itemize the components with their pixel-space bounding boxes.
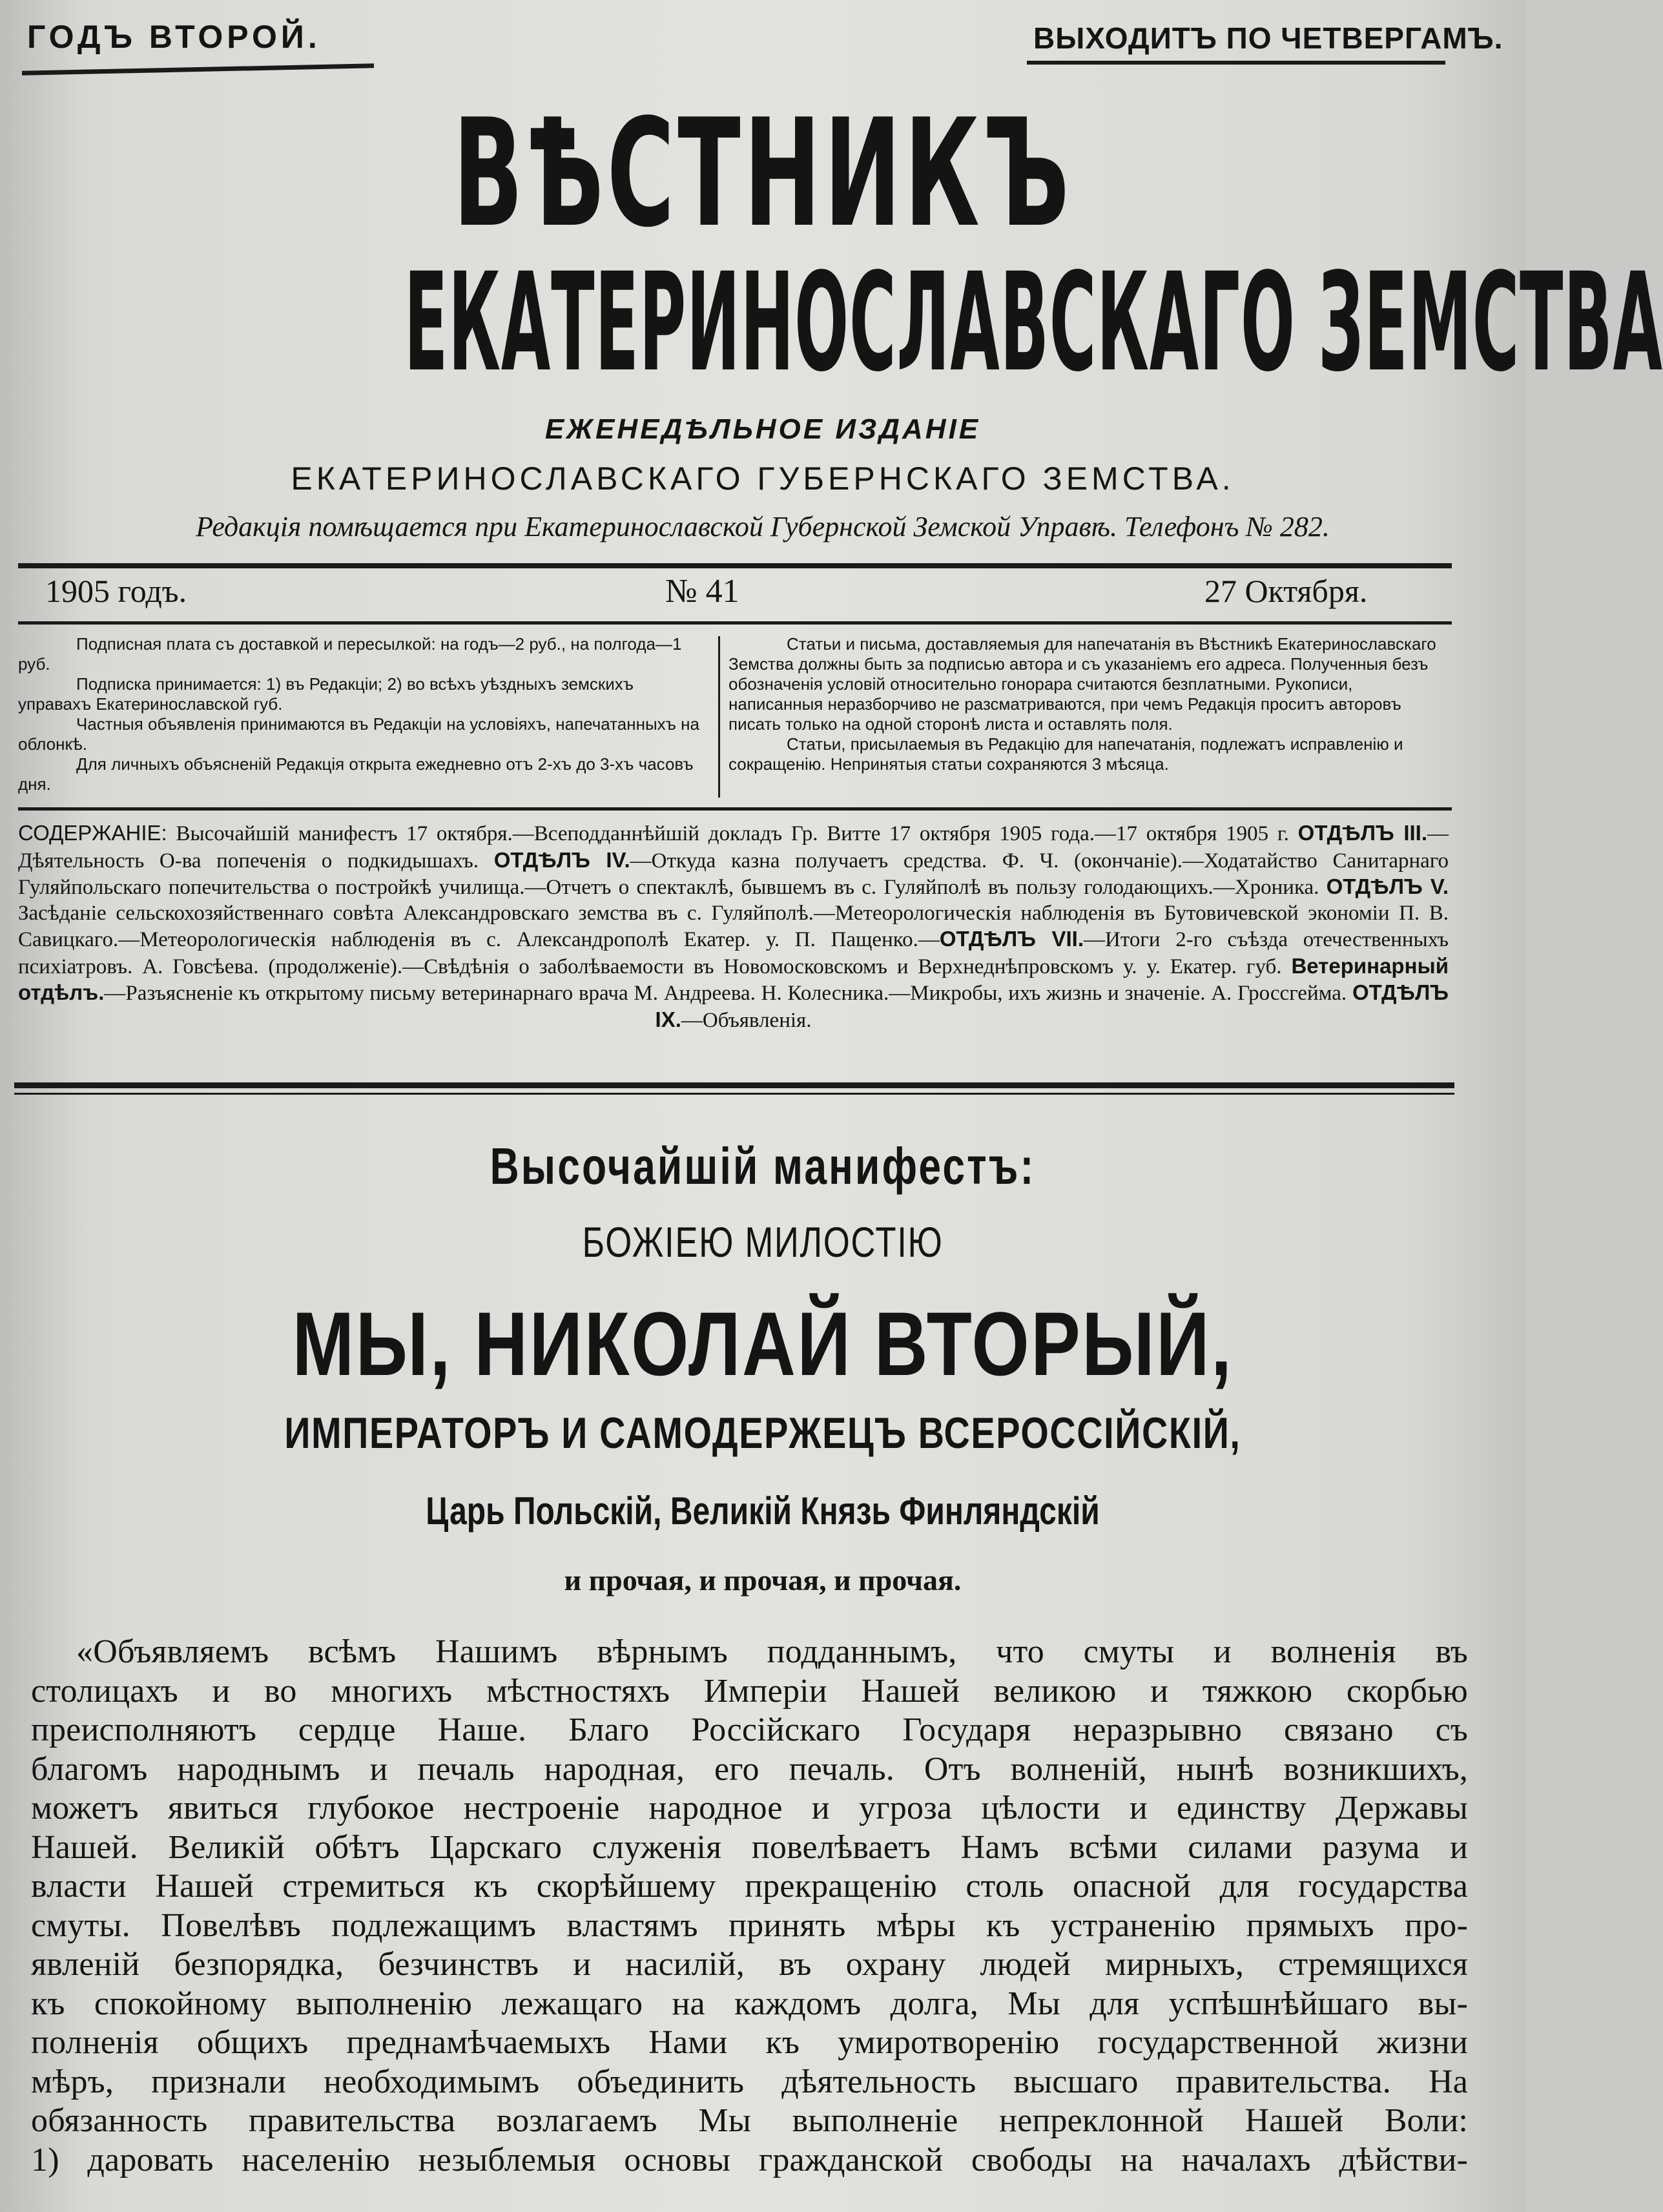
manifesto-line: полненія общихъ преднамѣчаемыхъ Нами къ умиротворенію государственной жизни <box>31 2024 1468 2061</box>
issue-year: 1905 годъ. <box>45 573 187 609</box>
info-right-paragraph: Статьи и письма, доставляемыя для напечатанія въ Вѣстникѣ Екатеринославскаго Земства должны быть за подписью автора и съ указаніемъ его адреса. Полученныя безъ обозначенія условій относительно гонорара считаются безплатными. Рукописи, написанныя неразборчиво не разсматриваются, при чемъ Редакція проситъ авторовъ писать только на одной сторонѣ листа и оставлять поля. <box>728 634 1436 734</box>
info-left-paragraph: Подписка принимается: 1) въ Редакціи; 2) во всѣхъ уѣздныхъ земскихъ управахъ Екатеринославской губ. <box>18 674 634 714</box>
issue-date: 27 Октября. <box>1204 573 1368 609</box>
issue-rule-top <box>18 563 1452 568</box>
contents-text: —Разъясненіе къ открытому письму ветеринарнаго врача М. Андреева. Н. Колесника.—Микробы, ихъ жизнь и значеніе. А. Гроссгейма. <box>104 982 1347 1005</box>
contents-text: Засѣданіе сельскохозяйственнаго совѣта Александровскаго земства въ с. Гуляйполѣ.—Метеорологическія наблюденія въ Бутовичевской экономіи П. В. Савицкаго.—Метеорологическія наблюденія въ с. Александрополѣ Екатер. у. П. Пащенко.— <box>18 901 1449 951</box>
contents-text: Высочайшій манифестъ 17 октября.—Всеподданнѣйшій докладъ Гр. Витте 17 октября 1905 года.—17 октября 1905 г. <box>176 822 1289 845</box>
info-left-paragraph: Подписная плата съ доставкой и пересылкой: на годъ—2 руб., на полгода—1 руб. <box>18 634 682 674</box>
year-label-underline <box>22 63 374 75</box>
issue-rule-bottom <box>18 621 1452 625</box>
contents-text: —Итоги 2-го съѣзда отечественныхъ психіатровъ. А. Говсѣева. (продолженіе).—Свѣдѣнія о заболѣваемости въ Новомосковскомъ и Верхнеднѣпровскомъ у. у. Екатер. губ. <box>18 928 1449 978</box>
manifesto-line: преисполняютъ сердце Наше. Благо Россійскаго Государя неразрывно связано съ <box>31 1711 1468 1748</box>
manifesto-emperor: ИМПЕРАТОРЪ И САМОДЕРЖЕЦЪ ВСЕРОССІЙСКІЙ, <box>284 1409 1241 1458</box>
manifesto-line: благомъ народнымъ и печаль народная, его печаль. Отъ волненій, нынѣ возникшихъ, <box>31 1750 1468 1788</box>
contents-section: ОТДѢЛЪ III. <box>1297 821 1428 845</box>
editorial-address: Редакція помѣщается при Екатеринославской Губернской Земской Управѣ. Телефонъ № 282. <box>196 511 1330 543</box>
contents-section: ОТДѢЛЪ V. <box>1326 874 1449 898</box>
manifesto-name: МЫ, НИКОЛАЙ ВТОРЫЙ, <box>292 1293 1234 1394</box>
masthead-subtitle: ЕЖЕНЕДѢЛЬНОЕ ИЗДАНІЕ <box>544 413 981 445</box>
contents-section: ОТДѢЛЪ IX. <box>655 980 1449 1031</box>
subscription-info <box>18 634 709 794</box>
info-rule-bottom <box>18 807 1452 811</box>
info-left-paragraph: Для личныхъ объясненій Редакція открыта ежедневно отъ 2-хъ до 3-хъ часовъ дня. <box>18 754 694 794</box>
contents-label: СОДЕРЖАНІЕ: <box>18 821 167 845</box>
manifesto-body <box>31 1633 1468 2180</box>
contents-text: —Откуда казна получаетъ средства. Ф. Ч. (окончаніе).—Ходатайство Санитарнаго Гуляйпольскаго попечительства о постройкѣ училища.—Отчетъ о спектаклѣ, бывшемъ въ с. Гуляйполѣ въ пользу голодающихъ.—Хроника. <box>18 849 1449 899</box>
contents-section: ОТДѢЛЪ VII. <box>939 927 1084 951</box>
contents-text: —Объявленія. <box>681 1008 812 1032</box>
contents-section: ОТДѢЛЪ IV. <box>493 847 630 872</box>
info-left-paragraph: Частныя объявленія принимаются въ Редакціи на условіяхъ, напечатанныхъ на облонкѣ. <box>18 714 699 754</box>
manifesto-line: мѣръ, признали необходимымъ объединить дѣятельность высшаго правительства. На <box>31 2063 1468 2100</box>
manifesto-line: къ спокойному выполненію лежащаго на каждомъ долга, Мы для успѣшнѣйшаго вы- <box>31 1985 1468 2022</box>
year-label: ГОДЪ ВТОРОЙ. <box>27 19 321 55</box>
masthead-title-line1: ВѢСТНИКЪ <box>453 88 1073 260</box>
contents-text: —Дѣятельность О-ва попеченія о подкидышахъ. <box>18 822 1449 873</box>
contents-rule-1 <box>14 1082 1454 1088</box>
contents-rule-2 <box>14 1093 1454 1095</box>
issue-number: № 41 <box>665 573 739 610</box>
info-column-divider <box>718 636 720 798</box>
manifesto-line: столицахъ и во многихъ мѣстностяхъ Имперіи Нашей великою и тяжкою скорбью <box>31 1672 1468 1710</box>
table-of-contents <box>18 820 1449 1033</box>
editorial-info <box>728 634 1449 774</box>
manifesto-line: явленій безпорядка, безчинствъ и насилій, въ охрану людей мирныхъ, стремящихся <box>31 1946 1468 1983</box>
manifesto-line: можетъ явиться глубокое нестроеніе народное и угроза цѣлости и единству Державы <box>31 1790 1468 1826</box>
masthead-publisher: ЕКАТЕРИНОСЛАВСКАГО ГУБЕРНСКАГО ЗЕМСТВА. <box>291 460 1235 497</box>
manifesto-line: Нашей. Великій обѣтъ Царскаго служенія повелѣваетъ Намъ всѣми силами разума и <box>31 1828 1468 1866</box>
manifesto-line: «Объявляемъ всѣмъ Нашимъ вѣрнымъ подданнымъ, что смуты и волненія въ <box>76 1633 1468 1670</box>
manifesto-tsar: Царь Польскій, Великій Князь Финляндскій <box>426 1489 1100 1533</box>
contents-section: Ветеринарный отдѣлъ. <box>18 953 1449 1004</box>
manifesto-grace: БОЖІЕЮ МИЛОСТІЮ <box>582 1218 944 1266</box>
manifesto-line: 1) даровать населенію незыблемыя основы гражданской свободы на началахъ дѣйстви- <box>31 2141 1468 2178</box>
manifesto-heading: Высочайшій манифестъ: <box>490 1137 1036 1195</box>
manifesto-line: власти Нашей стремиться къ скорѣйшему прекращенію столь опасной для государства <box>31 1868 1468 1905</box>
masthead-title-line2: ЕКАТЕРИНОСЛАВСКАГО ЗЕМСТВА <box>404 243 1663 402</box>
schedule-underline <box>1027 61 1445 65</box>
info-right-paragraph: Статьи, присылаемыя въ Редакцію для напечатанія, подлежатъ исправленію и сокращенію. Непринятыя статьи сохраняются 3 мѣсяца. <box>728 734 1403 774</box>
manifesto-line: смуты. Повелѣвъ подлежащимъ властямъ принять мѣры къ устраненію прямыхъ про- <box>31 1907 1468 1944</box>
manifesto-line: обязанность правительства возлагаемъ Мы выполненіе непреклонной Нашей Воли: <box>31 2102 1468 2139</box>
manifesto-etc: и прочая, и прочая, и прочая. <box>564 1564 962 1597</box>
schedule-label: ВЫХОДИТЪ ПО ЧЕТВЕРГАМЪ. <box>1033 21 1503 55</box>
